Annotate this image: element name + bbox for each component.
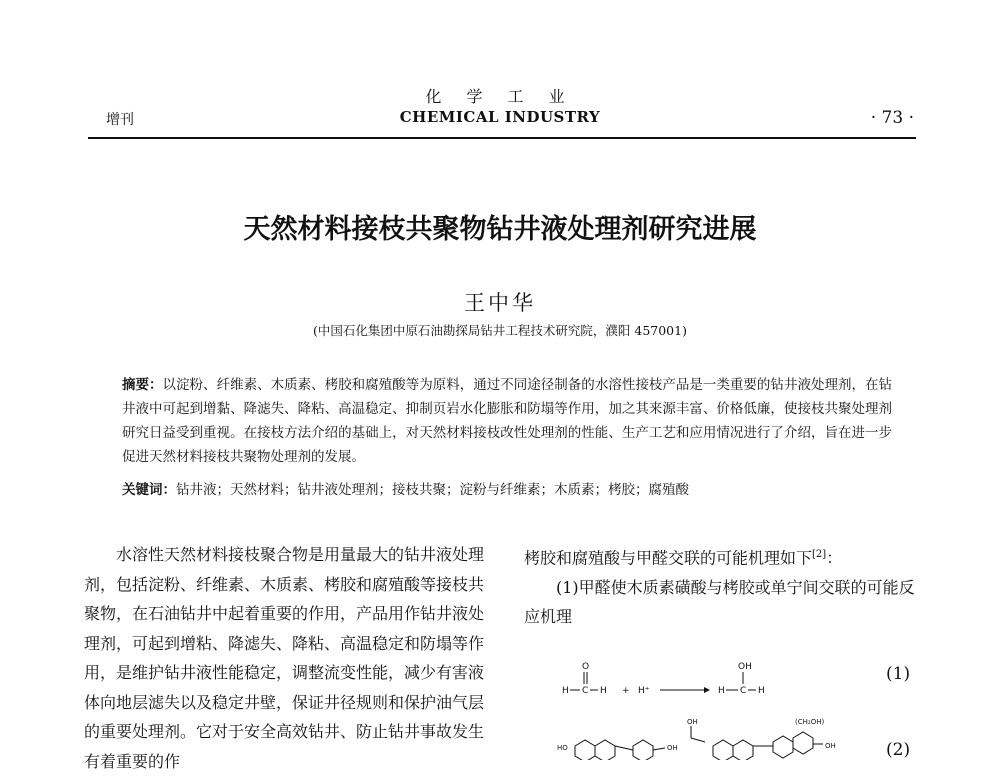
page-number: · 73 ·	[870, 108, 914, 128]
equation-1-structure	[560, 660, 790, 702]
equation-1-number: (1)	[886, 664, 911, 684]
eq2-ch2oh-label: (CH₂OH)	[795, 718, 825, 726]
journal-name-en: CHEMICAL INDUSTRY	[399, 108, 601, 126]
eq2-oh-label: OH	[825, 742, 836, 750]
keywords	[122, 478, 892, 502]
body-left-column	[84, 540, 484, 776]
header-rule	[88, 137, 916, 139]
mechanism-intro-text: 栲胶和腐殖酸与甲醛交联的可能机理如下	[524, 548, 813, 568]
svg-text:H: H	[758, 686, 765, 696]
citation-ref: [2]	[812, 549, 827, 560]
body-right-column	[524, 540, 924, 632]
eq1-proton-label: H⁺	[638, 686, 650, 696]
eq1-plus-label: +	[622, 686, 630, 696]
abstract	[122, 373, 892, 469]
abstract-text: 以淀粉、纤维素、木质素、栲胶和腐殖酸等为原料，通过不同途径制备的水溶性接枝产品是一类重要的钻井液处理剂，在钻井液中可起到增黏、降滤失、降粘、高温稳定、抑制页岩水化膨胀和防塌等作用，加之其来源丰富、价格低廉，使接枝共聚处理剂研究日益受到重视。在接枝方法介绍的基础上，对天然材料接枝改性处理剂的性能、生产工艺和应用情况进行了介绍，旨在进一步促进天然材料接枝共聚物处理剂的发展。	[122, 377, 893, 465]
equation-2-structure	[555, 716, 855, 760]
svg-text:C: C	[582, 686, 589, 696]
svg-text:OH: OH	[687, 718, 698, 726]
author-name: 王中华	[464, 291, 536, 315]
keywords-text: 钻井液；天然材料；钻井液处理剂；接枝共聚；淀粉与纤维素；木质素；栲胶；腐殖酸	[176, 482, 689, 498]
mechanism-intro	[524, 540, 924, 573]
keywords-label: 关键词：	[122, 482, 176, 498]
mechanism-subheading: (1)甲醛使木质素磺酸与栲胶或单宁间交联的可能反应机理	[524, 577, 915, 627]
eq1-hydroxyl-label: OH	[738, 662, 752, 672]
svg-text:H: H	[600, 686, 607, 696]
svg-text:H: H	[562, 686, 569, 696]
svg-text:C: C	[740, 686, 747, 696]
eq2-ho-label: HO	[557, 744, 568, 752]
mechanism-intro-end: ：	[826, 548, 843, 568]
svg-text:OH: OH	[667, 744, 678, 752]
equation-2-number: (2)	[886, 740, 911, 760]
article-title: 天然材料接枝共聚物钻井液处理剂研究进展	[243, 214, 757, 245]
issue-label: 增刊	[106, 112, 134, 128]
author-affiliation: (中国石化集团中原石油勘探局钻井工程技术研究院，濮阳 457001)	[313, 323, 687, 338]
body-paragraph: 水溶性天然材料接枝聚合物是用量最大的钻井液处理剂，包括淀粉、纤维素、木质素、栲胶和腐殖酸等接枝共聚物，在石油钻井中起着重要的作用，产品用作钻井液处理剂，可起到增粘、降滤失、降粘、高温稳定和防塌等作用，是维护钻井液性能稳定，调整流变性能，减少有害液体向地层滤失以及稳定井壁，保证井径规则和保护油气层的重要处理剂。它对于安全高效钻井、防止钻井事故发生有着重要的作	[84, 545, 485, 771]
svg-text:H: H	[718, 686, 725, 696]
abstract-label: 摘要：	[122, 377, 163, 393]
journal-name-cn: 化 学 工 业	[425, 87, 575, 106]
eq1-oxygen-label: O	[582, 662, 590, 672]
